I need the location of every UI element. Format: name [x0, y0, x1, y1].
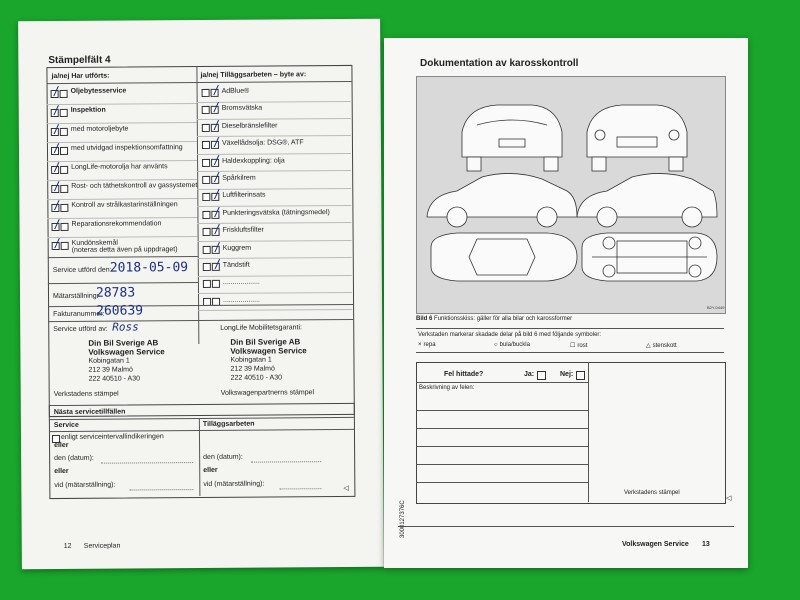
no-checkbox[interactable]	[60, 166, 68, 174]
handwritten-check: /	[53, 197, 61, 213]
no-checkbox[interactable]	[212, 280, 220, 288]
yes-label: Ja:	[524, 371, 535, 378]
next-col-service: Service	[53, 421, 79, 430]
extra-odo-label: vid (mätarställning):	[203, 480, 265, 488]
yes-checkbox[interactable]	[202, 176, 210, 184]
handwritten-check: /	[53, 159, 61, 175]
invoice-label: Fakturanummer:	[53, 310, 105, 319]
symbol-mark-icon: ×	[418, 342, 422, 348]
no-checkbox[interactable]	[61, 242, 69, 250]
yes-checkbox[interactable]	[203, 246, 211, 254]
yes-checkbox[interactable]	[202, 193, 210, 201]
rear-view-body	[462, 105, 562, 157]
service-date-value: 2018-05-09	[109, 260, 189, 276]
no-label: Nej:	[560, 371, 574, 378]
extra-work-label: Spårkilrem	[222, 174, 256, 182]
handwritten-check: /	[212, 117, 221, 132]
no-checkbox[interactable]	[61, 223, 69, 231]
rear-right-wheel	[544, 157, 558, 171]
handwritten-check: /	[213, 187, 221, 202]
extra-work-label: Bromsvätska	[221, 104, 263, 113]
car-outline-drawing	[417, 77, 725, 313]
checklist-label: Reparationsrekommendation	[71, 220, 162, 228]
checklist-label: Inspektion	[70, 106, 106, 114]
checklist-label: Kontroll av strålkastarinställningen	[71, 201, 178, 209]
left-page	[18, 19, 384, 570]
right-page-title: Dokumentation av karosskontroll	[420, 58, 579, 69]
no-checkbox[interactable]	[60, 128, 68, 136]
next-odo-label: vid (mätarställning):	[54, 481, 116, 490]
extra-work-label: Kuggrem	[222, 244, 252, 252]
figure-caption: Bild 6 Funktionsskiss: gäller för alla bilar och karossformer	[416, 316, 573, 322]
service-date-label: Service utförd den:	[52, 266, 112, 275]
no-checkbox[interactable]	[60, 185, 68, 193]
symbol-legend-item	[418, 342, 436, 348]
handwritten-check: /	[52, 121, 61, 137]
extra-or-label: eller	[203, 466, 218, 474]
symbol-label: stenskott	[652, 343, 677, 349]
yes-checkbox[interactable]	[203, 263, 211, 271]
symbol-label: repa	[423, 342, 436, 348]
invoice-value: 260639	[96, 303, 144, 319]
top-view-body	[431, 233, 577, 281]
no-checkbox[interactable]	[60, 109, 68, 117]
extra-work-label: Växellådsolja: DSG®, ATF	[221, 139, 304, 148]
extra-work-label: ...................	[223, 296, 261, 304]
handwritten-check: /	[213, 169, 221, 184]
yes-checkbox[interactable]	[202, 124, 210, 132]
extra-work-label: Luftfilterinsats	[222, 191, 266, 200]
yes-checkbox[interactable]	[202, 141, 210, 149]
signature: Ross	[112, 320, 139, 334]
handwritten-check: /	[53, 216, 61, 232]
handwritten-check: /	[212, 100, 220, 115]
yes-checkbox[interactable]	[203, 280, 211, 288]
right-page	[384, 38, 748, 568]
checklist-label: Kundönskemål (noteras detta även på uppdraget)	[71, 239, 178, 254]
performed-by-label: Service utförd av:	[53, 325, 108, 334]
yes-checkbox[interactable]	[202, 106, 210, 114]
extra-work-label: Tändstift	[222, 261, 250, 269]
extra-date-label: den (datum):	[203, 453, 243, 461]
yes-checkbox[interactable]	[537, 371, 546, 380]
no-checkbox[interactable]	[576, 371, 585, 380]
extra-work-label: Haldexkoppling: olja	[222, 157, 285, 165]
handwritten-check: /	[212, 135, 221, 150]
partner-stamp-label: Volkswagenpartnerns stämpel	[220, 389, 315, 397]
handwritten-check: /	[53, 235, 61, 251]
or-label-2: eller	[54, 467, 69, 476]
handwritten-check: /	[213, 222, 221, 237]
no-checkbox[interactable]	[60, 90, 68, 98]
extra-work-label: Punkteringsvätska (tätningsmedel)	[222, 208, 330, 217]
rear-left-wheel	[467, 157, 481, 171]
workshop-stamp-label: Verkstadens stämpel	[53, 390, 119, 399]
side-code: 3000127376C	[400, 500, 406, 538]
workshop-stamp: Din Bil Sverige AB Volkswagen Service Kobingatan 1 212 39 Malmö 222 40510 - A30	[88, 338, 165, 383]
handwritten-check: /	[213, 152, 221, 167]
symbol-mark-icon: ○	[494, 342, 498, 348]
handwritten-check: /	[53, 178, 61, 194]
symbol-label: bula/buckla	[499, 342, 530, 348]
extra-work-label: ...................	[222, 278, 260, 287]
description-label: Beskrivning av felen:	[419, 385, 475, 391]
symbol-legend-item	[570, 342, 587, 349]
extra-work-label: Dieselbränslefilter	[221, 122, 278, 130]
partner-stamp: Din Bil Sverige AB Volkswagen Service Kobingatan 1 212 39 Malmö 222 40510 - A30	[230, 337, 307, 382]
continue-arrow-icon: ◁	[343, 484, 349, 493]
checklist-label: LongLife-motorolja har använts	[71, 163, 168, 171]
handwritten-check: /	[213, 256, 222, 271]
instruction-text: Verkstaden markerar skadade delar på bild 6 med följande symboler:	[418, 332, 602, 338]
continue-arrow-icon-right: ◁	[726, 495, 732, 502]
col-right-header: ja/nej Tilläggsarbeten – byte av:	[200, 71, 307, 79]
symbol-legend-item	[494, 342, 530, 348]
handwritten-check: /	[213, 239, 221, 254]
extra-work-label: Friskluftsfilter	[222, 226, 264, 235]
handwritten-check: /	[213, 204, 221, 219]
col-left-header: ja/nej Har utförts:	[51, 72, 110, 81]
next-service-header: Nästa servicetillfällen	[53, 408, 126, 417]
symbol-mark-icon: △	[646, 343, 651, 349]
no-checkbox[interactable]	[60, 147, 68, 155]
checklist-label: Oljebytesservice	[70, 87, 127, 95]
brand-footer: Volkswagen Service	[622, 541, 689, 548]
handwritten-check: /	[212, 82, 220, 97]
yes-checkbox[interactable]	[202, 89, 210, 97]
yes-checkbox[interactable]	[203, 228, 211, 236]
mileage-value: 28783	[95, 285, 136, 301]
handwritten-check: /	[52, 140, 61, 156]
no-checkbox[interactable]	[60, 204, 68, 212]
right-page-number: 13	[702, 541, 710, 548]
next-rule: enligt serviceintervallindikeringen	[60, 433, 164, 441]
workshop-stamp-label-right: Verkstadens stämpel	[624, 490, 680, 496]
or-label-1: eller	[54, 441, 69, 450]
checklist-label: Rost- och täthetskontroll av gassystemet	[71, 182, 198, 190]
page-title: Stämpelfält 4	[48, 54, 111, 67]
extra-work-label: AdBlue®	[221, 87, 250, 95]
handwritten-check: /	[52, 83, 60, 99]
footer-label: Serviceplan	[83, 542, 121, 550]
figure-code: B2Y-0449	[707, 305, 725, 310]
symbol-label: rost	[577, 343, 588, 349]
checklist-label: med motoroljebyte	[70, 125, 129, 133]
mileage-label: Mätarställning:	[52, 292, 99, 301]
yes-checkbox[interactable]	[202, 211, 210, 219]
faults-found-label: Fel hittade?	[444, 371, 484, 378]
car-diagram	[416, 76, 726, 314]
symbol-legend-item	[646, 342, 677, 349]
longlife-label: LongLife Mobilitetsgaranti:	[220, 324, 302, 332]
handwritten-check: /	[52, 102, 60, 118]
yes-checkbox[interactable]	[202, 159, 210, 167]
page-number: 12	[63, 542, 72, 550]
next-date-label: den (datum):	[54, 454, 94, 463]
symbol-mark-icon: ☐	[570, 343, 576, 349]
next-col-extra: Tilläggsarbeten	[202, 420, 255, 428]
checklist-label: med utvidgad inspektionsomfattning	[70, 144, 183, 152]
